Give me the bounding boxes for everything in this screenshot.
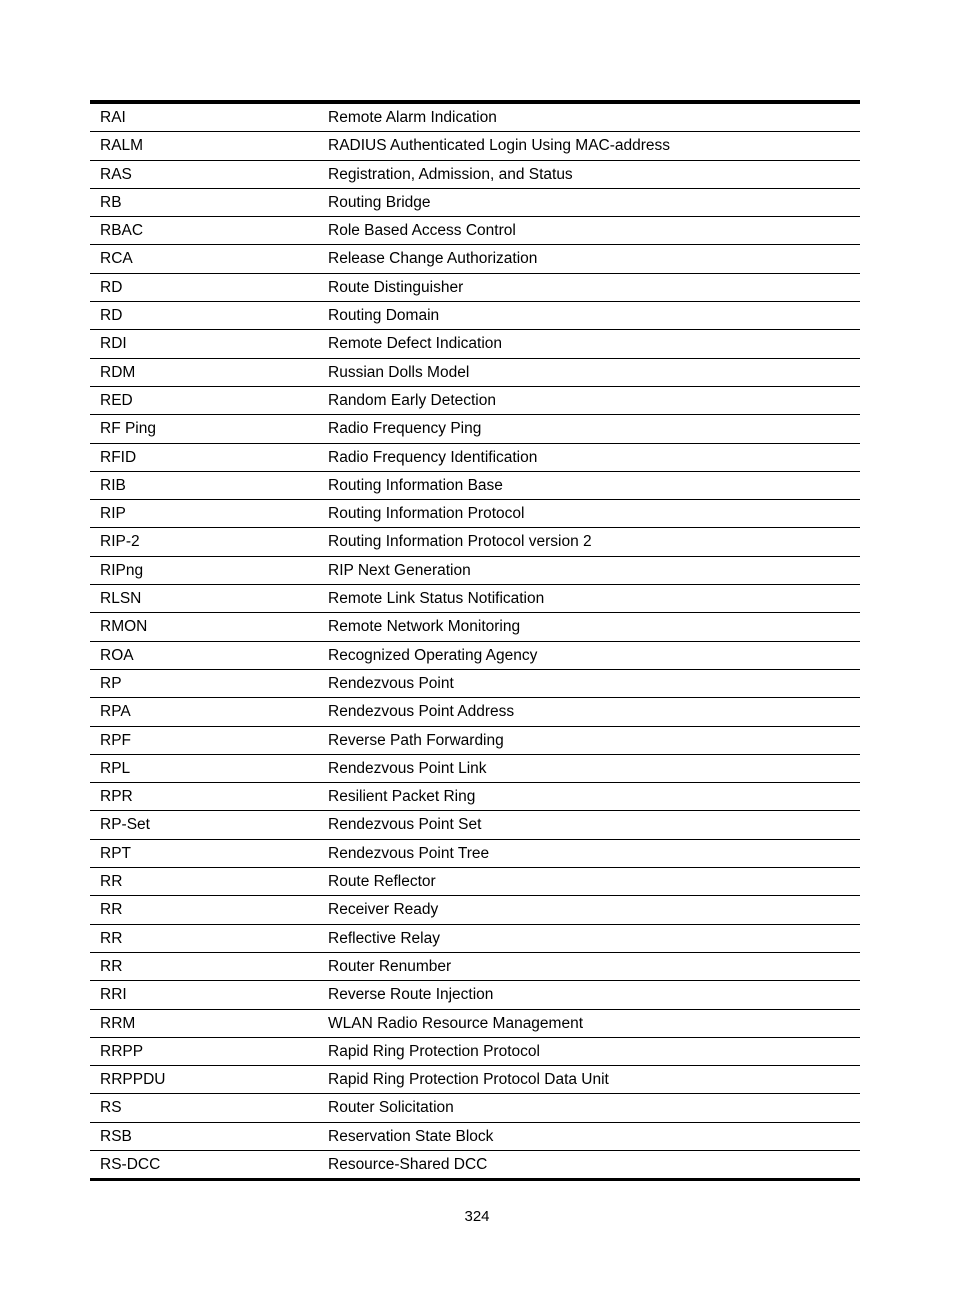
expansion-cell: Rendezvous Point Address xyxy=(318,698,860,726)
table-row xyxy=(90,726,860,754)
acronym-cell: RRM xyxy=(90,1009,318,1037)
expansion-cell: Routing Domain xyxy=(318,302,860,330)
acronym-cell: RBAC xyxy=(90,217,318,245)
table-row xyxy=(90,669,860,697)
expansion-cell: Router Renumber xyxy=(318,952,860,980)
acronym-cell: RRPP xyxy=(90,1037,318,1065)
table-row xyxy=(90,698,860,726)
table-row xyxy=(90,613,860,641)
acronym-cell: RR xyxy=(90,924,318,952)
acronym-cell: RIPng xyxy=(90,556,318,584)
acronym-cell: RD xyxy=(90,302,318,330)
expansion-cell: RADIUS Authenticated Login Using MAC-address xyxy=(318,132,860,160)
acronym-cell: RS-DCC xyxy=(100,1155,161,1173)
table-row xyxy=(90,839,860,867)
table-row xyxy=(90,500,860,528)
expansion-cell: Routing Information Protocol xyxy=(318,500,860,528)
acronym-cell: RALM xyxy=(90,132,318,160)
expansion-cell: Rendezvous Point xyxy=(318,669,860,697)
table-row xyxy=(90,415,860,443)
acronym-cell: RP-Set xyxy=(90,811,318,839)
table-row xyxy=(90,443,860,471)
acronym-cell: RDI xyxy=(90,330,318,358)
table-row xyxy=(90,330,860,358)
table-row xyxy=(90,556,860,584)
expansion-cell: Route Distinguisher xyxy=(318,273,860,301)
expansion-cell: Rendezvous Point Link xyxy=(318,754,860,782)
expansion-cell: Reflective Relay xyxy=(318,924,860,952)
acronym-cell: RP xyxy=(90,669,318,697)
expansion-cell: Routing Information Base xyxy=(318,471,860,499)
expansion-cell: Receiver Ready xyxy=(318,896,860,924)
acronym-cell: RPT xyxy=(90,839,318,867)
table-row xyxy=(90,528,860,556)
acronym-cell: RB xyxy=(90,188,318,216)
acronym-cell: RPF xyxy=(90,726,318,754)
table-row xyxy=(90,811,860,839)
table-row xyxy=(90,358,860,386)
expansion-cell: Resilient Packet Ring xyxy=(318,783,860,811)
expansion-cell: Remote Link Status Notification xyxy=(318,585,860,613)
expansion-cell: Registration, Admission, and Status xyxy=(318,160,860,188)
acronym-cell: RRPPDU xyxy=(90,1066,318,1094)
table-row xyxy=(90,1150,860,1179)
expansion-cell: Remote Defect Indication xyxy=(318,330,860,358)
table-row xyxy=(90,981,860,1009)
expansion-cell: Router Solicitation xyxy=(318,1094,860,1122)
expansion-cell: Radio Frequency Ping xyxy=(318,415,860,443)
acronym-cell: RDM xyxy=(90,358,318,386)
acronym-cell: RLSN xyxy=(90,585,318,613)
expansion-cell: Rendezvous Point Tree xyxy=(318,839,860,867)
expansion-cell: Rendezvous Point Set xyxy=(318,811,860,839)
acronym-cell: RPL xyxy=(90,754,318,782)
table-row xyxy=(90,1122,860,1150)
acronym-cell: RIB xyxy=(90,471,318,499)
table-row xyxy=(90,302,860,330)
expansion-cell: Role Based Access Control xyxy=(318,217,860,245)
table-row xyxy=(90,952,860,980)
table-row xyxy=(90,188,860,216)
table-row xyxy=(90,1094,860,1122)
acronym-table xyxy=(90,100,860,1181)
acronym-cell: RS xyxy=(90,1094,318,1122)
table-row xyxy=(90,471,860,499)
acronym-cell: RF Ping xyxy=(90,415,318,443)
expansion-cell: Release Change Authorization xyxy=(318,245,860,273)
acronym-cell: RRI xyxy=(90,981,318,1009)
expansion-cell: Random Early Detection xyxy=(318,386,860,414)
expansion-cell: Remote Alarm Indication xyxy=(318,102,860,132)
table-row xyxy=(90,132,860,160)
expansion-cell: Route Reflector xyxy=(318,868,860,896)
expansion-cell: RIP Next Generation xyxy=(318,556,860,584)
expansion-cell: Routing Bridge xyxy=(318,188,860,216)
expansion-cell: Rapid Ring Protection Protocol Data Unit xyxy=(318,1066,860,1094)
acronym-cell: RR xyxy=(90,896,318,924)
acronym-cell: RMON xyxy=(90,613,318,641)
acronym-cell: RPA xyxy=(90,698,318,726)
expansion-cell: Recognized Operating Agency xyxy=(318,641,860,669)
table-row xyxy=(90,1009,860,1037)
acronym-cell: RED xyxy=(90,386,318,414)
expansion-cell: Reverse Path Forwarding xyxy=(318,726,860,754)
acronym-cell: RAI xyxy=(90,102,318,132)
acronym-cell: RCA xyxy=(90,245,318,273)
acronym-cell: RIP xyxy=(90,500,318,528)
table-row xyxy=(90,245,860,273)
table-row xyxy=(90,896,860,924)
expansion-cell: Reservation State Block xyxy=(318,1122,860,1150)
expansion-cell: Remote Network Monitoring xyxy=(318,613,860,641)
table-row xyxy=(90,1037,860,1065)
acronym-cell: RSB xyxy=(90,1122,318,1150)
table-row xyxy=(90,1066,860,1094)
expansion-cell: Russian Dolls Model xyxy=(318,358,860,386)
table-row xyxy=(90,924,860,952)
table-row xyxy=(90,160,860,188)
acronym-cell: RIP-2 xyxy=(90,528,318,556)
table-row xyxy=(90,754,860,782)
acronym-cell: RR xyxy=(90,868,318,896)
expansion-cell: WLAN Radio Resource Management xyxy=(318,1009,860,1037)
expansion-cell: Routing Information Protocol version 2 xyxy=(318,528,860,556)
table-row xyxy=(90,868,860,896)
expansion-cell: Reverse Route Injection xyxy=(318,981,860,1009)
acronym-cell: RAS xyxy=(90,160,318,188)
acronym-cell: ROA xyxy=(90,641,318,669)
acronym-cell: RFID xyxy=(90,443,318,471)
table-row xyxy=(90,102,860,132)
table-row xyxy=(90,386,860,414)
acronym-cell: RPR xyxy=(90,783,318,811)
expansion-cell: Resource-Shared DCC xyxy=(328,1155,488,1173)
expansion-cell: Rapid Ring Protection Protocol xyxy=(318,1037,860,1065)
table-row xyxy=(90,641,860,669)
table-row xyxy=(90,273,860,301)
acronym-cell: RD xyxy=(90,273,318,301)
table-row xyxy=(90,585,860,613)
acronym-cell: RR xyxy=(90,952,318,980)
table-row xyxy=(90,783,860,811)
table-row xyxy=(90,217,860,245)
acronym-table-body xyxy=(90,102,860,1180)
expansion-cell: Radio Frequency Identification xyxy=(318,443,860,471)
page-number: 324 xyxy=(464,1208,490,1225)
